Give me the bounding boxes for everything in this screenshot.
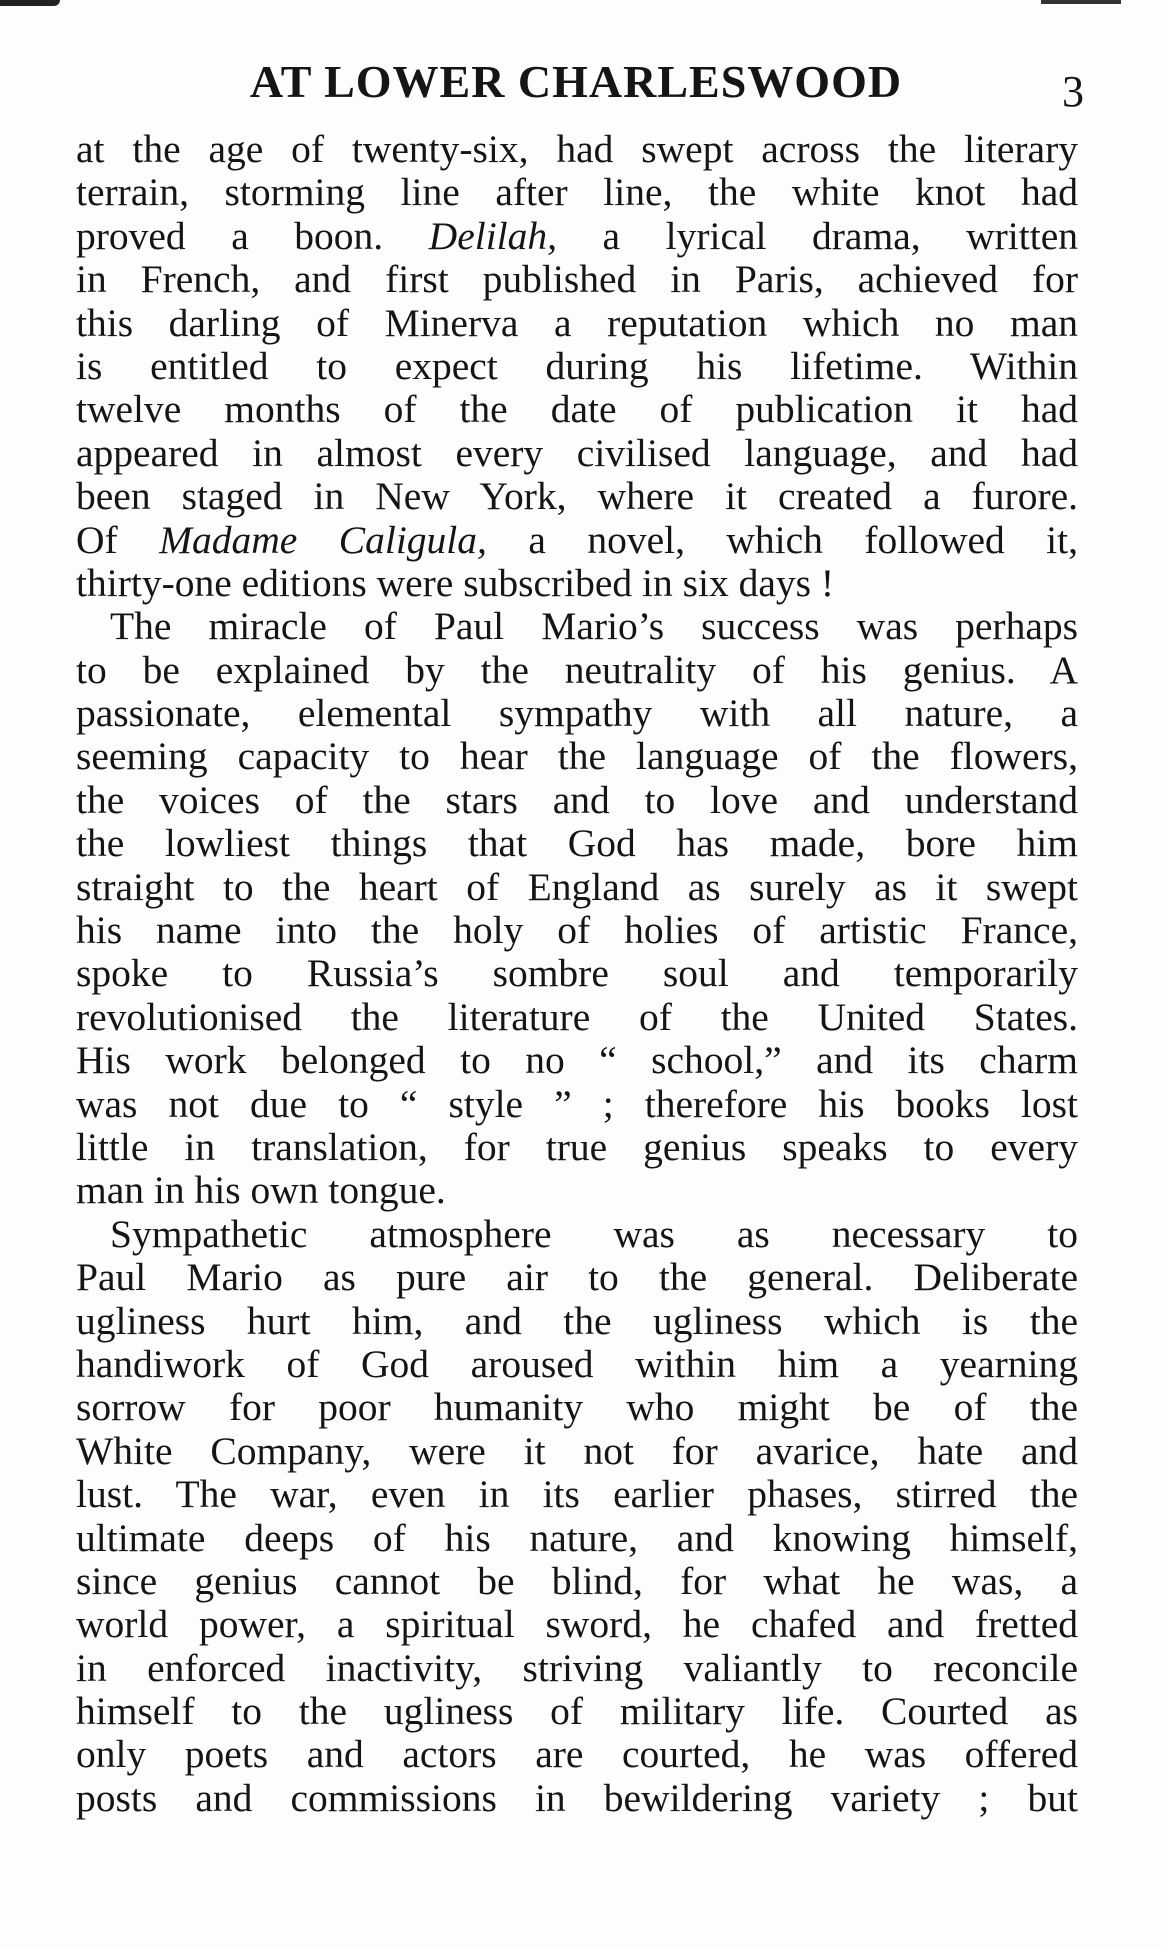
text-line: ugliness hurt him, and the ugliness which is the — [76, 1298, 1078, 1343]
text-line: spoke to Russia’s sombre soul and temporarily — [76, 951, 1078, 996]
text-line: sorrow for poor humanity who might be of the — [76, 1385, 1078, 1430]
text-line: is entitled to expect during his lifetime. Within — [76, 343, 1078, 388]
text-line: been staged in New York, where it created a furore. — [76, 474, 1078, 519]
text-line: revolutionised the literature of the United States. — [76, 994, 1078, 1039]
text-line: thirty-one editions were subscribed in six days ! — [76, 560, 835, 605]
text-line: since genius cannot be blind, for what he was, a — [76, 1558, 1078, 1603]
text-line: Sympathetic atmosphere was as necessary to — [110, 1211, 1078, 1256]
text-line: The miracle of Paul Mario’s success was perhaps — [110, 604, 1078, 649]
scan-edge-mark-right — [1041, 0, 1121, 4]
text-line: White Company, were it not for avarice, hate and — [76, 1428, 1078, 1473]
text-line: seeming capacity to hear the language of the flowers, — [76, 734, 1078, 779]
text-line: at the age of twenty-six, had swept across the literary — [76, 127, 1078, 171]
text-line: appeared in almost every civilised language, and had — [76, 430, 1078, 475]
text-line: lust. The war, even in its earlier phases, stirred the — [76, 1472, 1078, 1517]
page-number: 3 — [1062, 67, 1084, 116]
text-line: passionate, elemental sympathy with all nature, a — [76, 691, 1078, 736]
text-line: the voices of the stars and to love and understand — [76, 777, 1078, 822]
running-head — [76, 52, 1084, 116]
text-line: little in translation, for true genius speaks to every — [76, 1124, 1078, 1169]
text-line: in enforced inactivity, striving valiantly to reconcile — [76, 1645, 1078, 1690]
text-line: man in his own tongue. — [76, 1168, 446, 1213]
text-line: the lowliest things that God has made, bore him — [76, 821, 1078, 866]
text-line: Paul Mario as pure air to the general. Deliberate — [76, 1255, 1078, 1300]
text-line: proved a boon. Delilah, a lyrical drama, written — [76, 213, 1079, 258]
text-line: to be explained by the neutrality of his genius. A — [76, 647, 1078, 692]
text-line: handiwork of God aroused within him a yearning — [76, 1341, 1078, 1386]
text-line: in French, and first published in Paris, achieved for — [76, 257, 1078, 302]
running-title: AT LOWER CHARLESWOOD — [249, 56, 903, 107]
text-line: only poets and actors are courted, he was offered — [76, 1732, 1078, 1777]
text-line: His work belonged to no “ school,” and its charm — [76, 1038, 1078, 1083]
text-line: his name into the holy of holies of artistic France, — [76, 908, 1078, 953]
text-line: himself to the ugliness of military life. Courted as — [76, 1689, 1078, 1734]
text-line: posts and commissions in bewildering variety ; but — [76, 1775, 1078, 1820]
text-line: Of Madame Caligula, a novel, which followed it, — [76, 517, 1079, 562]
text-line: ultimate deeps of his nature, and knowing himself, — [76, 1515, 1078, 1560]
text-line: straight to the heart of England as surely as it swept — [76, 864, 1078, 909]
text-line: terrain, storming line after line, the white knot had — [76, 170, 1078, 215]
text-line: world power, a spiritual sword, he chafed and fretted — [76, 1602, 1078, 1647]
text-line: this darling of Minerva a reputation which no man — [76, 300, 1078, 345]
scan-edge-mark — [0, 0, 60, 6]
body-text — [76, 128, 1078, 1820]
text-line: was not due to “ style ” ; therefore his books lost — [76, 1081, 1078, 1126]
text-line: twelve months of the date of publication it had — [76, 387, 1078, 432]
